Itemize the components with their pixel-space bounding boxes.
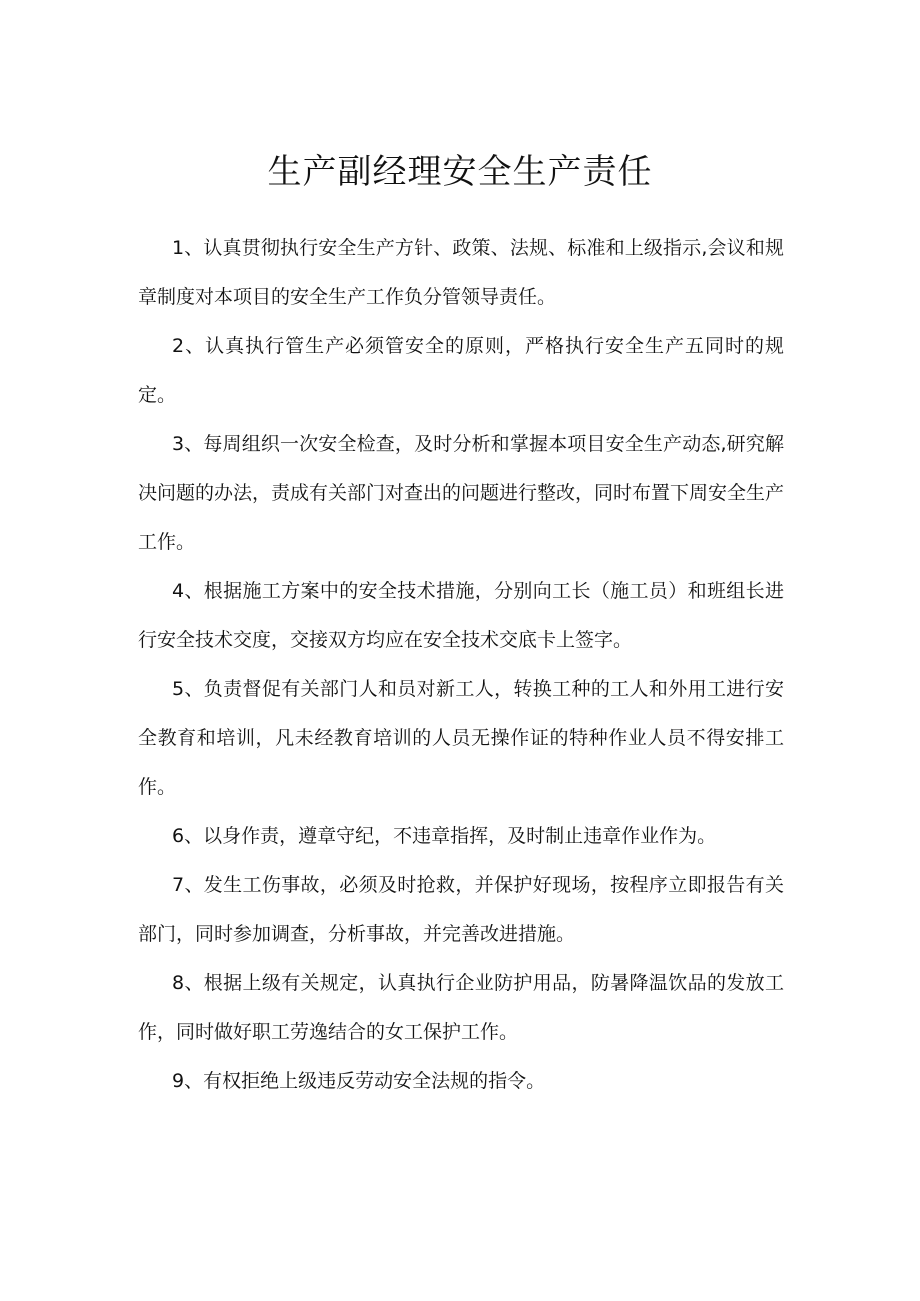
clause-item: 9、有权拒绝上级违反劳动安全法规的指令。	[172, 1070, 546, 1092]
clause-item: 5、负责督促有关部门人和员对新工人，转换工种的工人和外用工进行安全教育和培训，凡未经教育培训的人员无操作证的特种作业人员不得安排工作。	[138, 678, 784, 798]
clause-item: 2、认真执行管生产必须管安全的原则，严格执行安全生产五同时的规定。	[138, 335, 784, 406]
page-title: 生产副经理安全生产责任	[267, 152, 653, 192]
clause-item: 4、根据施工方案中的安全技术措施，分别向工长（施工员）和班组长进行安全技术交度，交接双方均应在安全技术交底卡上签字。	[138, 580, 784, 651]
clause-list	[138, 224, 784, 1106]
clause-item: 7、发生工伤事故，必须及时抢救，并保护好现场，按程序立即报告有关部门，同时参加调查，分析事故，并完善改进措施。	[138, 874, 784, 945]
clause-item: 6、以身作责，遵章守纪，不违章指挥，及时制止违章作业作为。	[172, 825, 717, 847]
clause-item: 8、根据上级有关规定，认真执行企业防护用品，防暑降温饮品的发放工作，同时做好职工劳逸结合的女工保护工作。	[138, 972, 784, 1043]
clause-item: 1、认真贯彻执行安全生产方针、政策、法规、标准和上级指示,会议和规章制度对本项目的安全生产工作负分管领导责任。	[138, 237, 784, 308]
clause-item: 3、每周组织一次安全检查，及时分析和掌握本项目安全生产动态,研究解决问题的办法，责成有关部门对查出的问题进行整改，同时布置下周安全生产工作。	[138, 433, 785, 553]
